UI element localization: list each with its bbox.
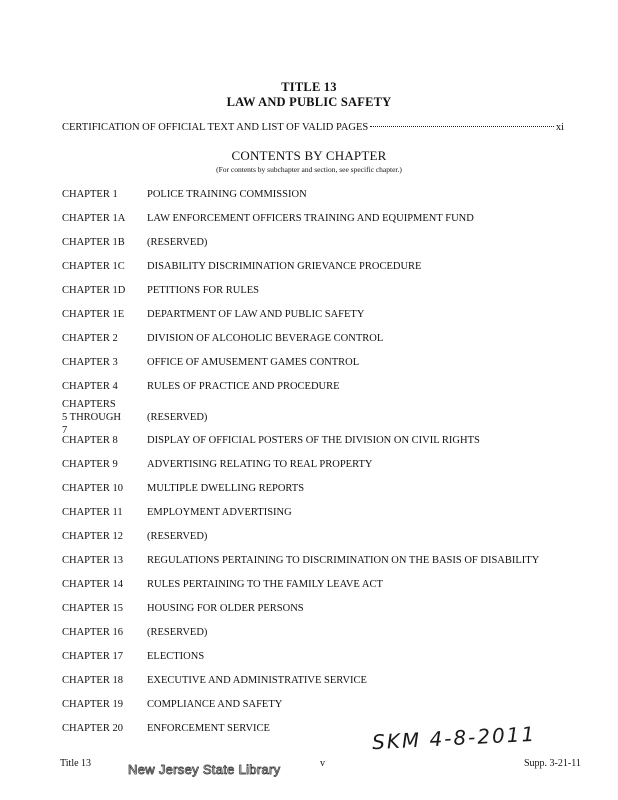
chapter-name: LAW ENFORCEMENT OFFICERS TRAINING AND EQUIPMENT FUND <box>147 213 474 224</box>
chapter-number: CHAPTER 11 <box>62 507 123 518</box>
chapter-name: MULTIPLE DWELLING REPORTS <box>147 483 305 494</box>
chapter-name: RULES OF PRACTICE AND PROCEDURE <box>147 381 340 392</box>
chapter-number: CHAPTERS 5 THROUGH 7 <box>62 399 122 436</box>
contents-note: (For contents by subchapter and section, see specific chapter.) <box>216 165 402 174</box>
chapter-number: CHAPTER 1E <box>62 309 125 320</box>
footer-supplement-date: Supp. 3-21-11 <box>524 758 581 769</box>
chapter-name: ENFORCEMENT SERVICE <box>147 723 270 734</box>
chapter-number: CHAPTER 3 <box>62 357 118 368</box>
chapter-name: COMPLIANCE AND SAFETY <box>147 699 283 710</box>
dot-leader <box>370 126 554 127</box>
chapter-name: OFFICE OF AMUSEMENT GAMES CONTROL <box>147 357 360 368</box>
chapter-name: ELECTIONS <box>147 651 205 662</box>
chapter-name: EMPLOYMENT ADVERTISING <box>147 507 292 518</box>
chapter-name: DISABILITY DISCRIMINATION GRIEVANCE PROCEDURE <box>147 261 422 272</box>
chapter-name: POLICE TRAINING COMMISSION <box>147 189 307 200</box>
chapter-name: DISPLAY OF OFFICIAL POSTERS OF THE DIVISION ON CIVIL RIGHTS <box>147 435 480 446</box>
title: TITLE 13 <box>281 80 337 94</box>
certification-line <box>62 122 564 133</box>
chapter-number: CHAPTER 13 <box>62 555 123 566</box>
chapter-name: PETITIONS FOR RULES <box>147 285 260 296</box>
chapter-number: CHAPTER 16 <box>62 627 123 638</box>
chapter-number: CHAPTER 2 <box>62 333 118 344</box>
chapter-number: CHAPTER 1 <box>62 189 118 200</box>
chapter-name: (RESERVED) <box>147 531 208 542</box>
certification-label: CERTIFICATION OF OFFICIAL TEXT AND LIST OF VALID PAGES <box>62 122 369 133</box>
handwritten-note: SKM 4-8-2011 <box>371 721 537 755</box>
chapter-name: DIVISION OF ALCOHOLIC BEVERAGE CONTROL <box>147 333 384 344</box>
chapter-number: CHAPTER 14 <box>62 579 123 590</box>
chapter-name: (RESERVED) <box>147 237 208 248</box>
chapter-name: HOUSING FOR OLDER PERSONS <box>147 603 304 614</box>
chapter-number: CHAPTER 1C <box>62 261 125 272</box>
certification-page: xi <box>555 122 564 133</box>
library-stamp: New Jersey State Library <box>128 762 281 777</box>
chapter-name: ADVERTISING RELATING TO REAL PROPERTY <box>147 459 373 470</box>
chapter-number: CHAPTER 15 <box>62 603 123 614</box>
chapter-name: (RESERVED) <box>147 412 208 423</box>
chapter-name: EXECUTIVE AND ADMINISTRATIVE SERVICE <box>147 675 367 686</box>
contents-heading: CONTENTS BY CHAPTER <box>231 148 387 163</box>
chapter-number: CHAPTER 12 <box>62 531 123 542</box>
chapter-number: CHAPTER 20 <box>62 723 123 734</box>
chapter-number: CHAPTER 9 <box>62 459 118 470</box>
chapter-name: (RESERVED) <box>147 627 208 638</box>
chapter-name: REGULATIONS PERTAINING TO DISCRIMINATION ON THE BASIS OF DISABILITY <box>147 555 540 566</box>
chapter-number: CHAPTER 8 <box>62 435 118 446</box>
chapter-name: RULES PERTAINING TO THE FAMILY LEAVE ACT <box>147 579 383 590</box>
chapter-number: CHAPTER 4 <box>62 381 118 392</box>
chapter-number: CHAPTER 1B <box>62 237 125 248</box>
chapter-number: CHAPTER 1A <box>62 213 126 224</box>
chapter-number: CHAPTER 19 <box>62 699 123 710</box>
subtitle: LAW AND PUBLIC SAFETY <box>226 95 392 109</box>
chapter-number: CHAPTER 1D <box>62 285 126 296</box>
footer-page-number: v <box>320 758 325 769</box>
chapter-number: CHAPTER 10 <box>62 483 123 494</box>
chapter-number: CHAPTER 17 <box>62 651 123 662</box>
chapter-name: DEPARTMENT OF LAW AND PUBLIC SAFETY <box>147 309 365 320</box>
footer-title: Title 13 <box>60 758 92 769</box>
chapter-number: CHAPTER 18 <box>62 675 123 686</box>
